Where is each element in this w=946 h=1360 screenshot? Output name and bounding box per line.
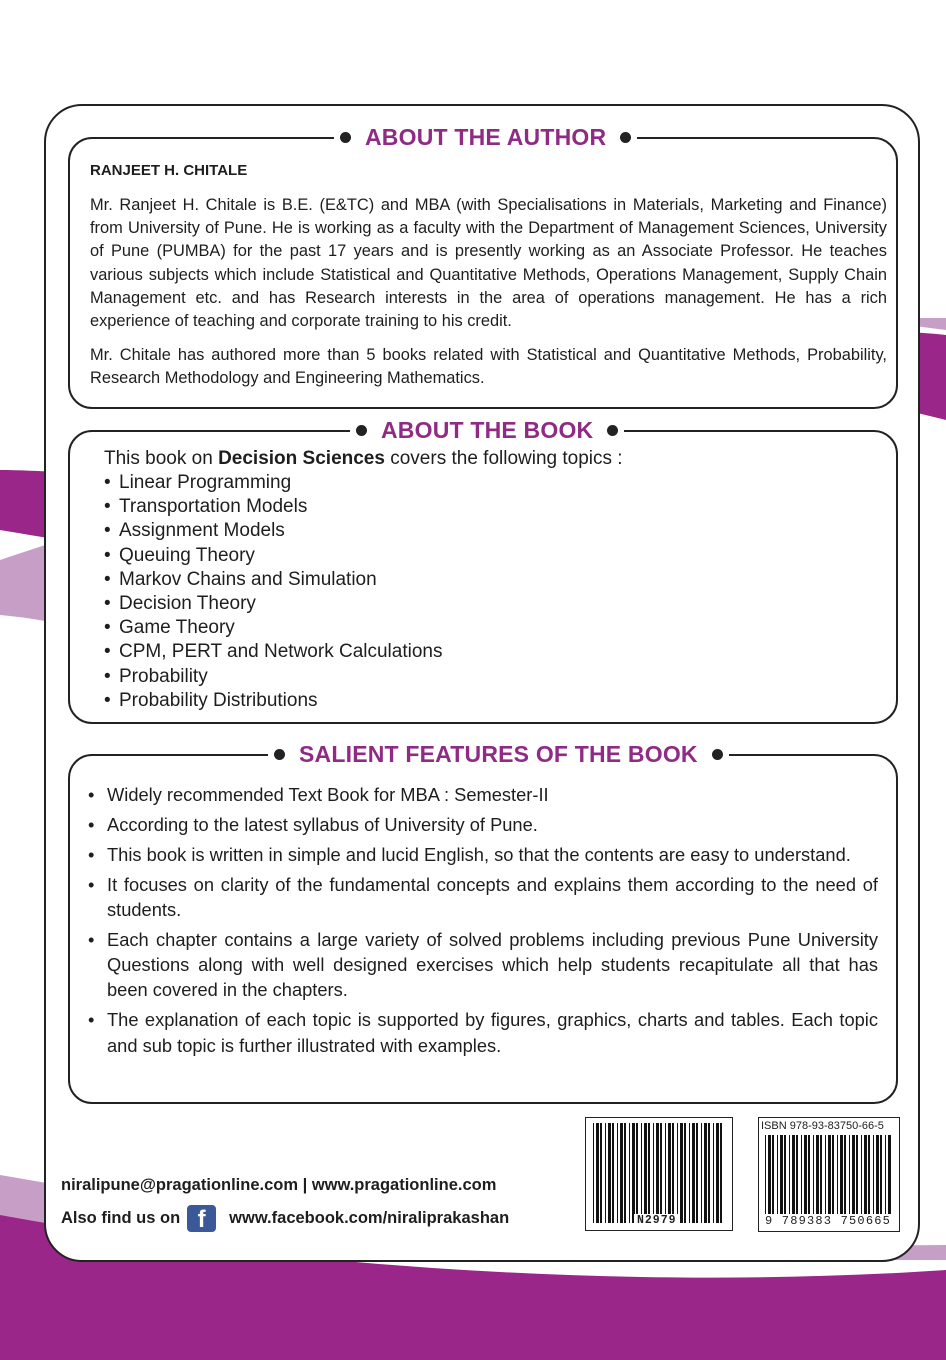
- barcode-bar: [660, 1123, 662, 1223]
- barcode-bar: [852, 1135, 855, 1225]
- feature-list: [88, 782, 878, 1063]
- barcode-bar: [704, 1123, 707, 1223]
- salient-features-heading-wrap: [268, 741, 729, 768]
- list-item: [88, 812, 878, 837]
- list-item: [104, 544, 442, 568]
- barcode-bar: [653, 1123, 654, 1223]
- heading-dot-icon: [607, 425, 618, 436]
- barcode-bar: [656, 1123, 659, 1223]
- product-barcode: [585, 1117, 733, 1231]
- isbn-barcode: [758, 1117, 900, 1232]
- bullet-icon: •: [104, 472, 111, 493]
- bullet-icon: •: [88, 928, 95, 950]
- list-item: [104, 665, 442, 689]
- find-us-label: Also find us on: [61, 1209, 181, 1227]
- barcode-bar: [876, 1135, 879, 1225]
- topic-label: Decision Theory: [119, 593, 256, 615]
- barcode-bar: [608, 1123, 611, 1223]
- barcode-bar: [641, 1123, 642, 1223]
- barcode-bar: [716, 1123, 719, 1223]
- barcode-bar: [801, 1135, 802, 1225]
- heading-dot-icon: [274, 749, 285, 760]
- book-title: Decision Sciences: [218, 448, 385, 469]
- list-item: [88, 782, 878, 807]
- barcode-bar: [768, 1135, 771, 1225]
- barcode-bar: [689, 1123, 690, 1223]
- about-author-heading: ABOUT THE AUTHOR: [365, 124, 607, 150]
- topic-label: CPM, PERT and Network Calculations: [119, 641, 443, 663]
- feature-text: Each chapter contains a large variety of solved problems including previous Pune University Questions along with well designed exercises which help students recapitulate all that has been covered in the chapters.: [107, 928, 878, 1001]
- barcode-bar: [672, 1123, 674, 1223]
- bullet-icon: •: [104, 496, 111, 518]
- barcode-bar: [644, 1123, 647, 1223]
- barcode-bar: [816, 1135, 819, 1225]
- barcode-bar: [612, 1123, 614, 1223]
- barcode-bar: [885, 1135, 886, 1225]
- book-intro-before: This book on: [104, 448, 219, 469]
- topic-label: Transportation Models: [119, 496, 308, 518]
- author-name: RANJEET H. CHITALE: [90, 162, 248, 179]
- heading-dot-icon: [356, 425, 367, 436]
- barcode-bar: [849, 1135, 850, 1225]
- barcode-bar: [780, 1135, 783, 1225]
- barcode-bar: [617, 1123, 618, 1223]
- product-code: N2979: [634, 1214, 680, 1227]
- list-item: [88, 1007, 878, 1058]
- feature-text: Widely recommended Text Book for MBA : Semester-II: [107, 784, 549, 805]
- bullet-icon: •: [88, 843, 95, 865]
- facebook-icon[interactable]: f: [187, 1205, 216, 1232]
- barcode-bar: [593, 1123, 594, 1223]
- barcode-bar: [777, 1135, 778, 1225]
- barcode-bar: [624, 1123, 626, 1223]
- topic-label: Game Theory: [119, 617, 235, 639]
- barcode-bar: [765, 1135, 766, 1225]
- barcode-bar: [692, 1123, 695, 1223]
- list-item: [104, 592, 442, 616]
- barcode-bar: [620, 1123, 623, 1223]
- list-item: [88, 842, 878, 867]
- topic-list: [104, 471, 442, 713]
- bullet-icon: •: [104, 689, 111, 711]
- barcode-bar: [708, 1123, 710, 1223]
- barcode-bar: [792, 1135, 795, 1225]
- barcode-bar: [632, 1123, 635, 1223]
- list-item: [88, 872, 878, 923]
- bullet-icon: •: [104, 641, 111, 663]
- barcode-bar: [837, 1135, 838, 1225]
- barcode-bar: [772, 1135, 774, 1225]
- bullet-icon: •: [88, 784, 95, 805]
- topic-label: Queuing Theory: [119, 544, 255, 566]
- barcode-bars: [591, 1123, 727, 1223]
- salient-features-heading: SALIENT FEATURES OF THE BOOK: [299, 741, 698, 767]
- barcode-bar: [784, 1135, 786, 1225]
- barcode-bar: [668, 1123, 671, 1223]
- barcode-bar: [696, 1123, 698, 1223]
- barcode-bar: [880, 1135, 882, 1225]
- book-intro: [104, 448, 623, 470]
- feature-text: The explanation of each topic is supported by figures, graphics, charts and tables. Each topic and sub topic is further illustrated with examples.: [107, 1009, 878, 1056]
- barcode-bar: [665, 1123, 666, 1223]
- feature-text: According to the latest syllabus of University of Pune.: [107, 813, 538, 835]
- barcode-bar: [832, 1135, 834, 1225]
- isbn-label: ISBN 978-93-83750-66-5: [761, 1120, 884, 1132]
- list-item: [104, 471, 442, 495]
- barcode-bar: [701, 1123, 702, 1223]
- barcode-bar: [861, 1135, 862, 1225]
- barcode-bar: [804, 1135, 807, 1225]
- feature-text: It focuses on clarity of the fundamental concepts and explains them according to the need of students.: [107, 873, 878, 920]
- heading-dot-icon: [620, 132, 631, 143]
- barcode-bar: [789, 1135, 790, 1225]
- feature-text: This book is written in simple and lucid English, so that the contents are easy to understand.: [107, 843, 851, 865]
- barcode-bar: [713, 1123, 714, 1223]
- author-books-paragraph: Mr. Chitale has authored more than 5 books related with Statistical and Quantitative Methods, Probability, Research Methodology and Engineering Mathematics.: [90, 346, 887, 388]
- barcode-bar: [596, 1123, 599, 1223]
- barcode-bar: [868, 1135, 870, 1225]
- topic-label: Probability: [119, 665, 208, 687]
- topic-label: Markov Chains and Simulation: [119, 568, 377, 590]
- list-item: [104, 689, 442, 713]
- barcode-bar: [844, 1135, 846, 1225]
- contact-facebook: [61, 1205, 509, 1232]
- about-book-heading: ABOUT THE BOOK: [381, 417, 594, 443]
- facebook-link[interactable]: www.facebook.com/niraliprakashan: [229, 1209, 510, 1227]
- bullet-icon: •: [104, 665, 111, 687]
- barcode-bar: [840, 1135, 843, 1225]
- barcode-bar: [684, 1123, 686, 1223]
- list-item: [104, 568, 442, 592]
- bullet-icon: •: [104, 593, 111, 615]
- barcode-bar: [864, 1135, 867, 1225]
- barcode-bar: [820, 1135, 822, 1225]
- bullet-icon: •: [88, 1009, 95, 1031]
- topic-label: Linear Programming: [119, 472, 292, 493]
- barcode-bar: [720, 1123, 722, 1223]
- bullet-icon: •: [104, 568, 111, 590]
- barcode-bar: [856, 1135, 858, 1225]
- list-item: [104, 616, 442, 640]
- about-book-heading-wrap: [350, 417, 624, 444]
- barcode-bar: [636, 1123, 638, 1223]
- barcode-bar: [796, 1135, 798, 1225]
- bullet-icon: •: [88, 813, 95, 835]
- author-bio-paragraph: Mr. Ranjeet H. Chitale is B.E. (E&TC) and MBA (with Specialisations in Materials, Marketing and Finance) from University of Pune. He is working as a faculty with the Department of Management Sciences, University of Pune (PUMBA) for the past 17 years and is presently working as an Associate Professor. He teaches various subjects which include Statistical and Quantitative Methods, Operations Management, Supply Chain Management etc. and has Research interests in the area of operations management. He has a rich experience of teaching and corporate training to his credit.: [90, 196, 887, 331]
- book-intro-after: covers the following topics :: [384, 448, 623, 469]
- list-item: [104, 519, 442, 543]
- isbn-number: 9 789383 750665: [765, 1214, 892, 1228]
- barcode-bar: [605, 1123, 606, 1223]
- list-item: [88, 927, 878, 1003]
- barcode-bars: [763, 1135, 895, 1225]
- about-author-heading-wrap: [334, 124, 637, 151]
- barcode-bar: [828, 1135, 831, 1225]
- barcode-bar: [825, 1135, 826, 1225]
- barcode-bar: [629, 1123, 630, 1223]
- barcode-bar: [680, 1123, 683, 1223]
- barcode-bar: [888, 1135, 891, 1225]
- bullet-icon: •: [104, 544, 111, 566]
- bullet-icon: •: [104, 520, 111, 542]
- barcode-bar: [813, 1135, 814, 1225]
- barcode-bar: [808, 1135, 810, 1225]
- barcode-bar: [873, 1135, 874, 1225]
- bullet-icon: •: [104, 617, 111, 639]
- topic-label: Probability Distributions: [119, 689, 318, 711]
- heading-dot-icon: [712, 749, 723, 760]
- list-item: [104, 640, 442, 664]
- barcode-bar: [648, 1123, 650, 1223]
- topic-label: Assignment Models: [119, 520, 285, 542]
- list-item: [104, 495, 442, 519]
- bullet-icon: •: [88, 873, 95, 895]
- heading-dot-icon: [340, 132, 351, 143]
- barcode-bar: [600, 1123, 602, 1223]
- barcode-bar: [677, 1123, 678, 1223]
- contact-email-web[interactable]: niralipune@pragationline.com | www.pragationline.com: [61, 1176, 497, 1194]
